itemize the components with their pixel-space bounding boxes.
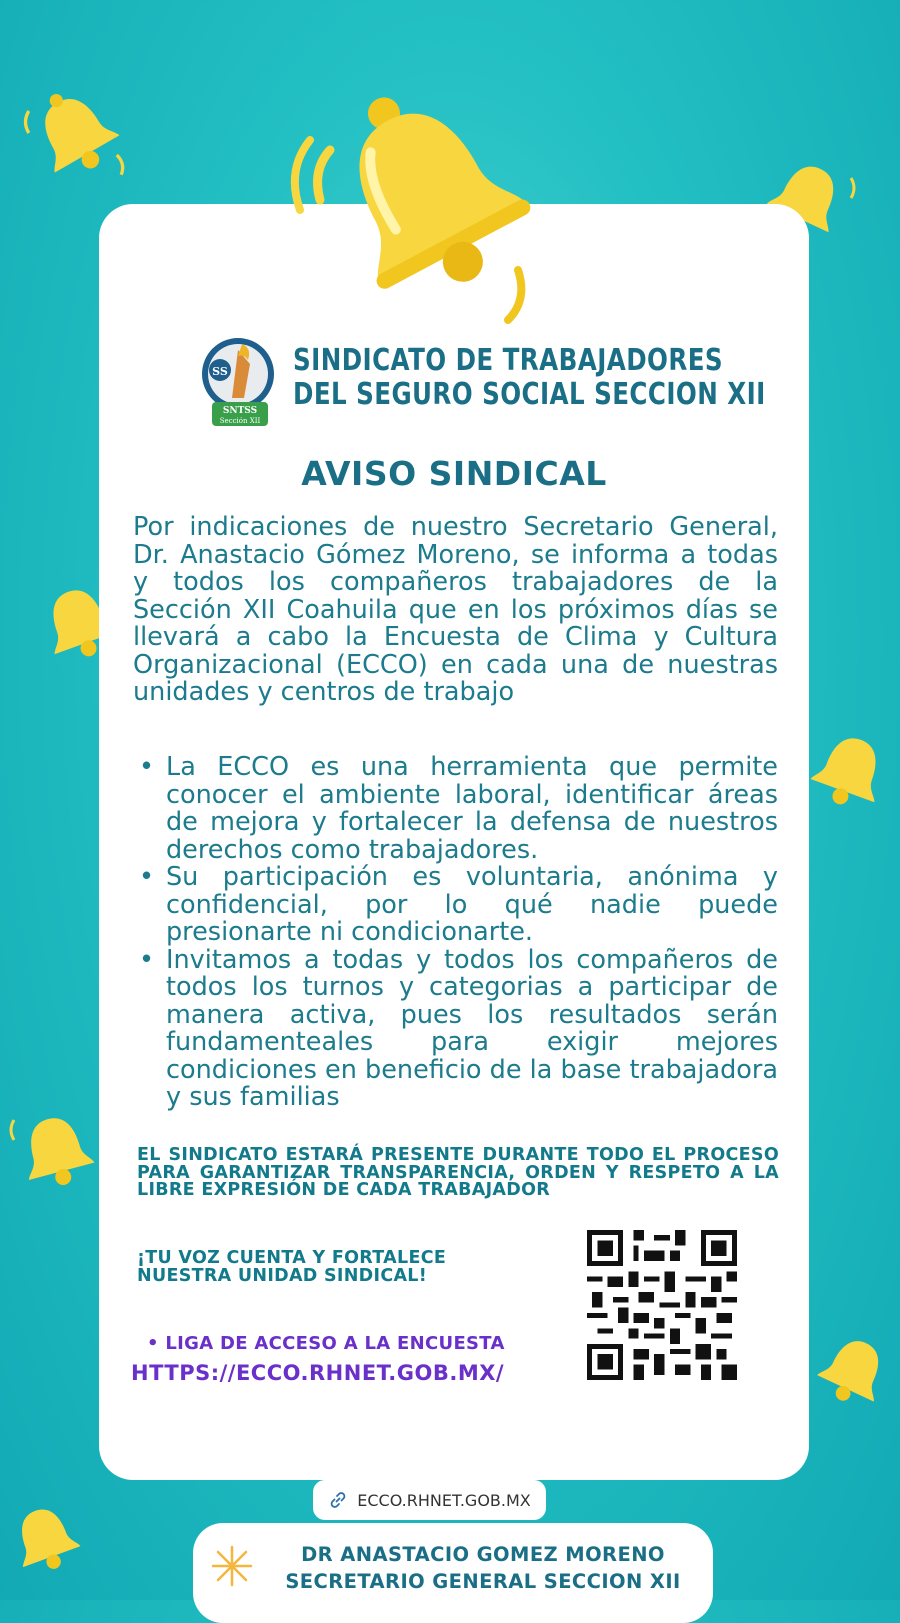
notice-title: AVISO SINDICAL	[301, 454, 607, 493]
voice-slogan-line1: ¡TU VOZ CUENTA Y FORTALECE	[137, 1248, 447, 1268]
bullet-dot: •	[139, 752, 155, 782]
organization-header	[198, 336, 798, 436]
bullet-dot: •	[139, 862, 155, 892]
bell-icon	[800, 720, 900, 820]
voice-slogan-line2: NUESTRA UNIDAD SINDICAL!	[137, 1265, 428, 1286]
signature-block	[193, 1523, 713, 1623]
svg-text:Sección XII: Sección XII	[219, 417, 261, 425]
union-logo	[198, 336, 282, 428]
link-sticker[interactable]	[313, 1480, 546, 1520]
organization-name-line2: DEL SEGURO SOCIAL SECCION XII	[293, 377, 766, 412]
notice-card	[99, 204, 809, 1480]
organization-name-line1: SINDICATO DE TRABAJADORES	[293, 343, 724, 378]
signature-role: SECRETARIO GENERAL SECCION XII	[285, 1570, 681, 1593]
link-sticker-text: ECCO.RHNET.GOB.MX	[357, 1490, 531, 1510]
svg-text:SS: SS	[212, 365, 228, 378]
notice-bullets	[133, 754, 778, 1112]
qr-code[interactable]	[587, 1230, 737, 1380]
list-item: • La ECCO es una herramienta que permite conocer el ambiente laboral, identificar áreas de mejora y fortalecer la defensa de nuestros derechos como trabajadores.	[139, 752, 778, 865]
bell-icon	[290, 80, 560, 325]
link-icon	[328, 1490, 348, 1510]
sparkle-icon	[211, 1545, 253, 1587]
bullet-dot: •	[139, 944, 155, 975]
bell-icon	[6, 1100, 106, 1200]
voice-slogan	[137, 1250, 537, 1285]
bell-icon	[808, 1320, 900, 1420]
survey-link-url[interactable]: HTTPS://ECCO.RHNET.GOB.MX/	[131, 1361, 505, 1385]
list-item: • Su participación es voluntaria, anónima y confidencial, por lo qué nadie puede presionarte ni condicionarte.	[139, 862, 778, 947]
union-statement: EL SINDICATO ESTARÁ PRESENTE DURANTE TODO EL PROCESO PARA GARANTIZAR TRANSPARENCIA, ORDEN Y RESPETO A LA LIBRE EXPRESIÓN DE CADA TRABAJADOR	[137, 1145, 779, 1200]
svg-text:SNTSS: SNTSS	[222, 406, 258, 416]
bell-icon	[20, 78, 130, 188]
list-item: • Invitamos a todas y todos los compañeros de todos los turnos y categorias a participar de manera activa, pues los resultados serán fundamenteales para exigir mejores condiciones en beneficio de la base trabajadora y sus familias	[139, 944, 778, 1112]
notice-intro: Por indicaciones de nuestro Secretario General, Dr. Anastacio Gómez Moreno, se informa a todas y todos los compañeros trabajadores de la Sección XII Coahuila que en los próximos días se llevará a cabo la Encuesta de Clima y Cultura Organizacional (ECCO) en cada una de nuestras unidades y centros de trabajo	[133, 512, 778, 707]
survey-link-label: • LIGA DE ACCESO A LA ENCUESTA	[147, 1333, 505, 1354]
bell-icon	[0, 1488, 90, 1588]
signature-name: DR ANASTACIO GOMEZ MORENO	[301, 1543, 665, 1566]
organization-name	[293, 343, 766, 412]
